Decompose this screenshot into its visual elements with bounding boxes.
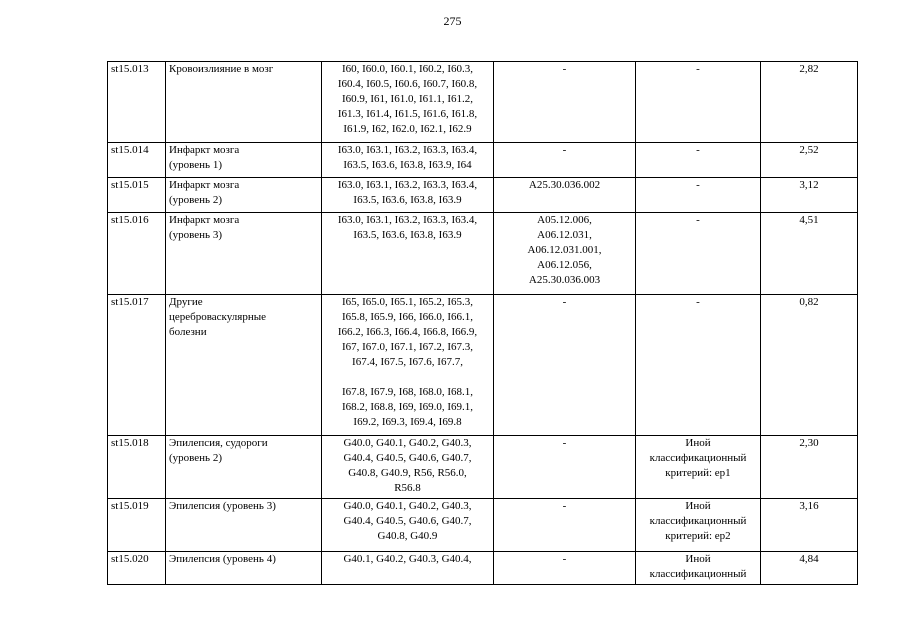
row-services: A25.30.036.002	[494, 178, 636, 213]
row-coefficient: 2,52	[761, 143, 858, 178]
row-mkb-codes: G40.0, G40.1, G40.2, G40.3, G40.4, G40.5, G40.6, G40.7, G40.8, G40.9	[322, 499, 494, 552]
row-coefficient: 3,16	[761, 499, 858, 552]
table-row	[108, 295, 858, 436]
row-mkb-codes: I63.0, I63.1, I63.2, I63.3, I63.4, I63.5, I63.6, I63.8, I63.9	[322, 178, 494, 213]
row-name: Эпилепсия (уровень 4)	[166, 552, 322, 585]
row-mkb-codes: I65, I65.0, I65.1, I65.2, I65.3, I65.8, I65.9, I66, I66.0, I66.1, I66.2, I66.3, I66.4, I66.8, I66.9, I67, I67.0, I67.1, I67.2, I67.3, I67.4, I67.5, I67.6, I67.7, I67.8, I67.9, I68, I68.0, I68.1, I68.2, I68.8, I69, I69.0, I69.1, I69.2, I69.3, I69.4, I69.8	[322, 295, 494, 436]
row-coefficient: 4,51	[761, 213, 858, 295]
row-services: -	[494, 295, 636, 436]
row-other-criteria: -	[636, 295, 761, 436]
row-code: st15.015	[108, 178, 166, 213]
row-code: st15.018	[108, 436, 166, 499]
row-code: st15.020	[108, 552, 166, 585]
row-name: Эпилепсия (уровень 3)	[166, 499, 322, 552]
row-name: Кровоизлияние в мозг	[166, 62, 322, 143]
table-row	[108, 213, 858, 295]
row-other-criteria: Иной классификационный	[636, 552, 761, 585]
row-mkb-codes: I60, I60.0, I60.1, I60.2, I60.3, I60.4, I60.5, I60.6, I60.7, I60.8, I60.9, I61, I61.0, I61.1, I61.2, I61.3, I61.4, I61.5, I61.6, I61.8, I61.9, I62, I62.0, I62.1, I62.9	[322, 62, 494, 143]
table-row	[108, 178, 858, 213]
row-coefficient: 2,82	[761, 62, 858, 143]
row-services: -	[494, 436, 636, 499]
ksg-table	[107, 61, 858, 585]
row-code: st15.013	[108, 62, 166, 143]
table-row	[108, 552, 858, 585]
row-name: Другие цереброваскулярные болезни	[166, 295, 322, 436]
table-row	[108, 499, 858, 552]
row-other-criteria: -	[636, 178, 761, 213]
row-services: -	[494, 143, 636, 178]
page-number: 275	[443, 14, 462, 28]
table-row	[108, 143, 858, 178]
row-code: st15.017	[108, 295, 166, 436]
row-other-criteria: -	[636, 213, 761, 295]
table-row	[108, 436, 858, 499]
row-services: -	[494, 499, 636, 552]
table-row	[108, 62, 858, 143]
row-services: -	[494, 62, 636, 143]
row-coefficient: 0,82	[761, 295, 858, 436]
row-other-criteria: -	[636, 62, 761, 143]
row-coefficient: 3,12	[761, 178, 858, 213]
row-other-criteria: Иной классификационный критерий: ep1	[636, 436, 761, 499]
row-name: Инфаркт мозга (уровень 1)	[166, 143, 322, 178]
row-services: A05.12.006, A06.12.031, A06.12.031.001, A06.12.056, A25.30.036.003	[494, 213, 636, 295]
row-mkb-codes: G40.1, G40.2, G40.3, G40.4,	[322, 552, 494, 585]
row-name: Инфаркт мозга (уровень 3)	[166, 213, 322, 295]
row-coefficient: 4,84	[761, 552, 858, 585]
row-other-criteria: -	[636, 143, 761, 178]
row-mkb-codes: G40.0, G40.1, G40.2, G40.3, G40.4, G40.5, G40.6, G40.7, G40.8, G40.9, R56, R56.0, R56.8	[322, 436, 494, 499]
row-mkb-codes: I63.0, I63.1, I63.2, I63.3, I63.4, I63.5, I63.6, I63.8, I63.9, I64	[322, 143, 494, 178]
row-name: Инфаркт мозга (уровень 2)	[166, 178, 322, 213]
row-coefficient: 2,30	[761, 436, 858, 499]
row-mkb-codes: I63.0, I63.1, I63.2, I63.3, I63.4, I63.5, I63.6, I63.8, I63.9	[322, 213, 494, 295]
row-code: st15.019	[108, 499, 166, 552]
row-other-criteria: Иной классификационный критерий: ep2	[636, 499, 761, 552]
row-code: st15.016	[108, 213, 166, 295]
row-services: -	[494, 552, 636, 585]
row-code: st15.014	[108, 143, 166, 178]
row-name: Эпилепсия, судороги (уровень 2)	[166, 436, 322, 499]
